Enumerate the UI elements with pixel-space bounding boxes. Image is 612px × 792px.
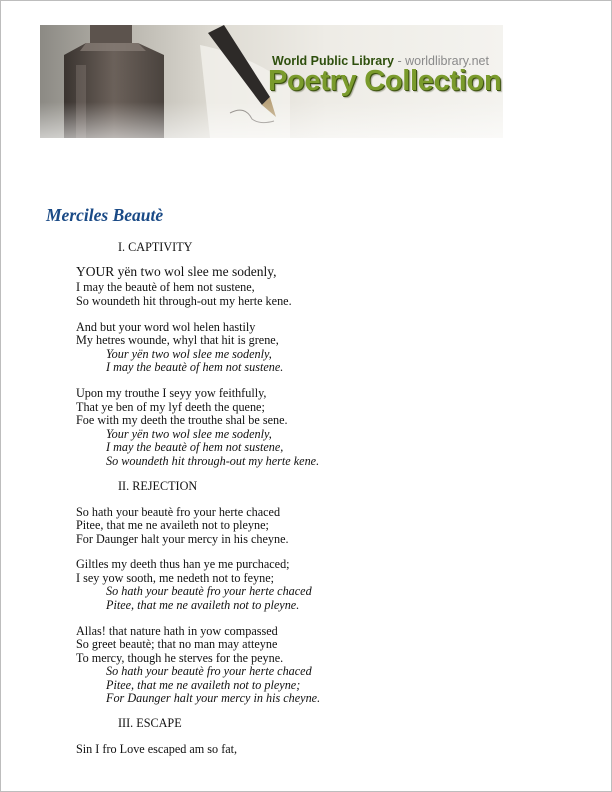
poem-line: I may the beautè of hem not sustene,	[76, 280, 255, 294]
poem-refrain-line: So hath your beautè fro your herte chaced	[106, 584, 312, 598]
library-title: World Public Library	[272, 54, 395, 68]
banner-separator: -	[394, 54, 406, 68]
poem-line: I sey yow sooth, me nedeth not to feyne;	[76, 571, 275, 585]
poem-refrain-line: I may the beautè of hem not sustene,	[106, 440, 284, 454]
poem-line: To mercy, though he sterves for the peyne.	[76, 651, 284, 665]
banner-fade	[40, 102, 503, 138]
poem-line: Pitee, that me ne availeth not to pleyne;	[76, 518, 269, 532]
section-heading: II. REJECTION	[118, 479, 198, 493]
poem-refrain-line: So woundeth hit through-out my herte kene.	[106, 454, 320, 468]
poem-line: Sin I fro Love escaped am so fat,	[76, 742, 238, 756]
poem-line: And but your word wol helen hastily	[76, 320, 256, 334]
poem-line	[76, 265, 276, 280]
poem-line: Upon my trouthe I seyy yow feithfully,	[76, 386, 267, 400]
header-banner	[40, 25, 503, 138]
site-url: worldlibrary.net	[405, 54, 489, 68]
poem-line: So greet beautè; that no man may atteyne	[76, 637, 278, 651]
section-heading: III. ESCAPE	[118, 716, 182, 730]
section-heading: I. CAPTIVITY	[118, 240, 193, 254]
collection-title: Poetry Collection	[268, 65, 502, 97]
poem-line: Allas! that nature hath in yow compassed	[76, 624, 278, 638]
poem-refrain-line: Pitee, that me ne availeth not to pleyne;	[106, 678, 301, 692]
poem-refrain-line: Your yën two wol slee me sodenly,	[106, 347, 272, 361]
poem-refrain-line: Your yën two wol slee me sodenly,	[106, 427, 272, 441]
poem-line: For Daunger halt your mercy in his cheyne.	[76, 532, 289, 546]
poem-line: So hath your beautè fro your herte chaced	[76, 505, 281, 519]
poem-line: Giltles my deeth thus han ye me purchaced;	[76, 557, 290, 571]
poem-refrain-line: Pitee, that me ne availeth not to pleyne.	[106, 598, 300, 612]
poem-line-text: YOUR yën two wol slee me sodenly,	[76, 264, 277, 279]
poem-line: My hetres wounde, whyl that hit is grene,	[76, 333, 279, 347]
poem-line: Foe with my deeth the trouthe shal be sene.	[76, 413, 288, 427]
poem-refrain-line: I may the beautè of hem not sustene.	[106, 360, 284, 374]
poem-refrain-line: For Daunger halt your mercy in his cheyne.	[106, 691, 321, 705]
poem-line: That ye ben of my lyf deeth the quene;	[76, 400, 265, 414]
poem-refrain-line: So hath your beautè fro your herte chaced	[106, 664, 312, 678]
poem-line: So woundeth hit through-out my herte kene.	[76, 294, 292, 308]
poem-title: Merciles Beautè	[46, 205, 164, 225]
